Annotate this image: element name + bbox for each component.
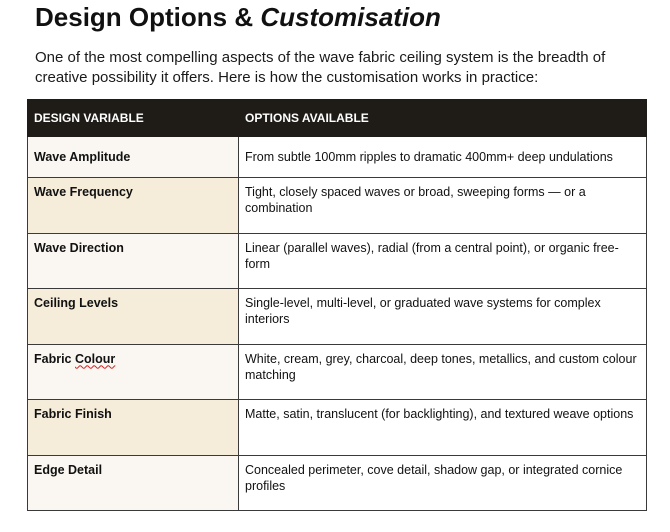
variable-cell: Edge Detail xyxy=(28,455,239,511)
variable-cell: Wave Amplitude xyxy=(28,137,239,178)
variable-text: Fabric xyxy=(34,351,75,366)
options-cell: From subtle 100mm ripples to dramatic 400mm+ deep undulations xyxy=(239,137,647,178)
options-cell: Tight, closely spaced waves or broad, sweeping forms — or a combination xyxy=(239,178,647,234)
table-row xyxy=(28,289,647,345)
spellcheck-flagged-word[interactable]: Colour xyxy=(75,351,116,366)
options-cell: Single-level, multi-level, or graduated wave systems for complex interiors xyxy=(239,289,647,345)
variable-cell: Ceiling Levels xyxy=(28,289,239,345)
table-row xyxy=(28,344,647,400)
variable-cell xyxy=(28,344,239,400)
variable-cell: Fabric Finish xyxy=(28,400,239,456)
options-cell: White, cream, grey, charcoal, deep tones, metallics, and custom colour matching xyxy=(239,344,647,400)
title-emphasis: Customisation xyxy=(260,2,441,32)
options-cell: Linear (parallel waves), radial (from a central point), or organic free-form xyxy=(239,233,647,289)
table-row xyxy=(28,455,647,511)
options-cell: Matte, satin, translucent (for backlighting), and textured weave options xyxy=(239,400,647,456)
table-row xyxy=(28,137,647,178)
variable-cell: Wave Direction xyxy=(28,233,239,289)
design-options-table xyxy=(27,99,647,511)
options-cell: Concealed perimeter, cove detail, shadow gap, or integrated cornice profiles xyxy=(239,455,647,511)
table-header-row xyxy=(28,100,647,137)
title-main: Design Options & xyxy=(35,2,254,32)
table-row xyxy=(28,233,647,289)
header-design-variable: DESIGN VARIABLE xyxy=(28,100,239,137)
header-options-available: OPTIONS AVAILABLE xyxy=(239,100,647,137)
page-title xyxy=(35,1,441,33)
table-row xyxy=(28,400,647,456)
table-row xyxy=(28,178,647,234)
intro-paragraph: One of the most compelling aspects of the wave fabric ceiling system is the breadth of creative possibility it offers. Here is how the customisation works in practice: xyxy=(35,49,606,86)
variable-cell: Wave Frequency xyxy=(28,178,239,234)
